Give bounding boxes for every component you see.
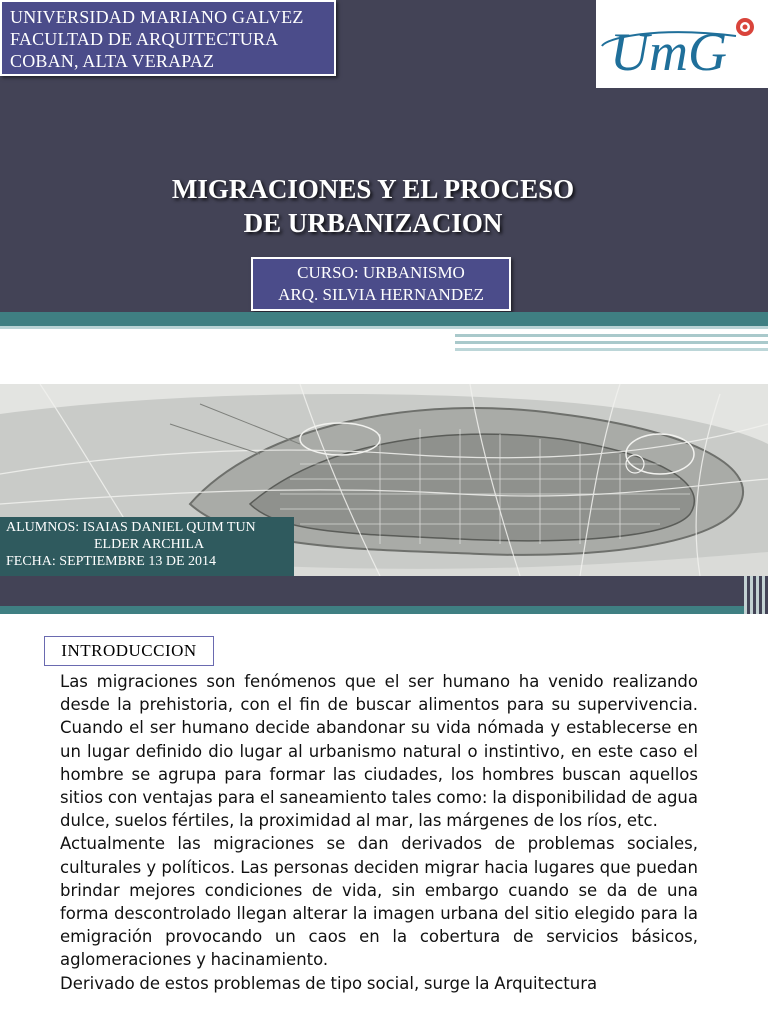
accent-line [455, 348, 768, 351]
umg-logo [596, 0, 768, 88]
university-box [0, 0, 336, 76]
course-name: CURSO: URBANISMO [297, 263, 465, 282]
teal-stripe [0, 312, 768, 326]
page-title [0, 172, 746, 240]
presentation-date: FECHA: SEPTIEMBRE 13 DE 2014 [6, 554, 217, 569]
paragraph: Actualmente las migraciones se dan derivados de problemas sociales, culturales y políticos. Las personas deciden migrar hacia lugares que puedan brindar mejores condiciones de vida, sin embargo cuando se da de una forma descontrolado llegan alterar la imagen urbana del sitio elegido para la emigración provocando un caos en la cobertura de servicios básicos, aglomeraciones y hacinamiento. [60, 834, 698, 970]
teal-stripe-bottom [0, 606, 768, 614]
introduction-text [60, 670, 698, 995]
title-line-2: DE URBANIZACION [243, 208, 503, 238]
logo-text: UmG [610, 22, 727, 82]
umg-logo-graphic [596, 0, 768, 88]
paragraph: Las migraciones son fenómenos que el ser humano ha venido realizando desde la prehistoria, con el fin de buscar alimentos para su supervivencia. Cuando el ser humano decide abandonar su vida nómada y establecerse en un lugar definido dio lugar al urbanismo natural o instintivo, en este caso el hombre se agrupa para formar las ciudades, los hombres buscan aquellos sitios con ventajas para el saneamiento tales como: la disponibilidad de agua dulce, suelos fértiles, la proximidad al mar, las márgenes de los ríos, etc. [60, 672, 698, 831]
accent-line [455, 334, 768, 337]
students-line-1: ALUMNOS: ISAIAS DANIEL QUIM TUN [6, 520, 256, 535]
accent-line [455, 341, 768, 344]
campus-location: COBAN, ALTA VERAPAZ [10, 51, 215, 71]
title-line-1: MIGRACIONES Y EL PROCESO [171, 174, 575, 204]
university-name: UNIVERSIDAD MARIANO GALVEZ [10, 7, 304, 27]
students-line-2: ELDER ARCHILA [94, 537, 205, 552]
paragraph: Derivado de estos problemas de tipo social, surge la Arquitectura [60, 973, 598, 993]
light-stripe [0, 326, 768, 329]
students-box [0, 517, 294, 576]
faculty-name: FACULTAD DE ARQUITECTURA [10, 29, 279, 49]
decorative-bars [744, 576, 768, 614]
section-heading: INTRODUCCION [44, 636, 214, 666]
course-box [251, 257, 511, 311]
teacher-name: ARQ. SILVIA HERNANDEZ [278, 285, 484, 304]
bottom-band [0, 576, 768, 606]
